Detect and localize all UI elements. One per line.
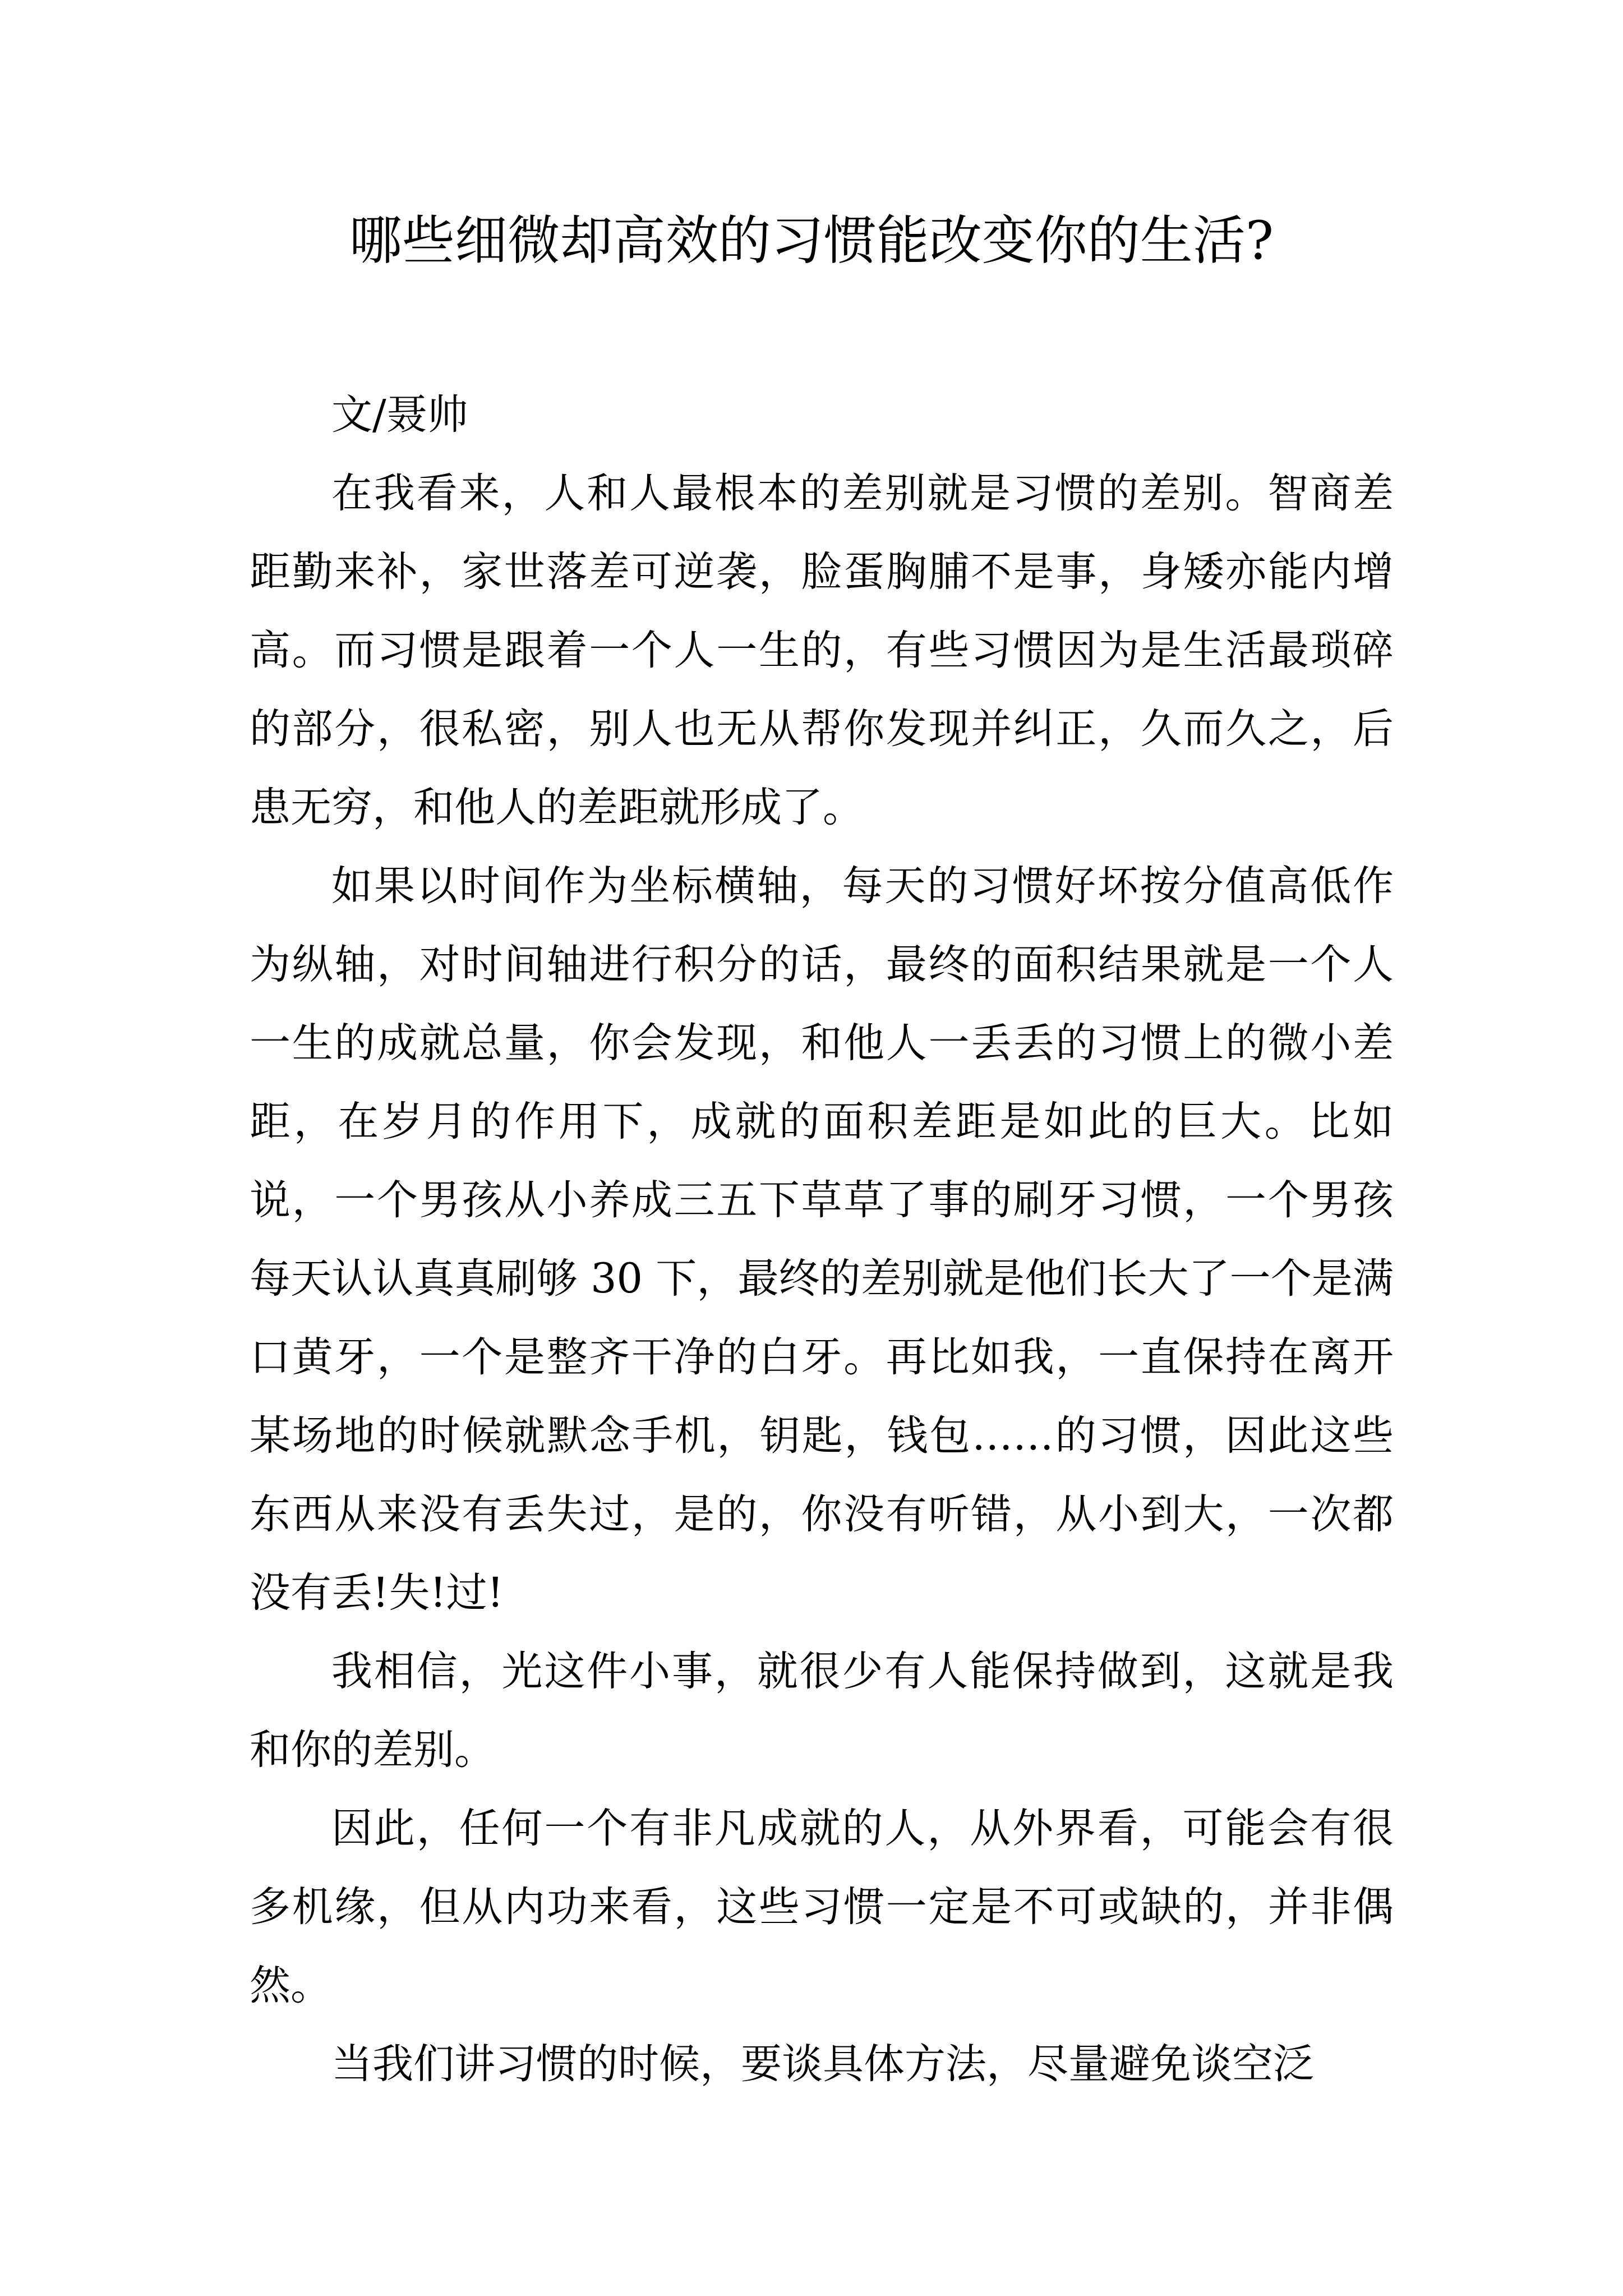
author-line: 文/聂帅	[331, 391, 468, 439]
paragraph-1: 在我看来，人和人最根本的差别就是习惯的差别。智商差距勤来补，家世落差可逆袭，脸蛋胸脯不是事，身矮亦能内增高。而习惯是跟着一个人一生的，有些习惯因为是生活最琐碎的部分，很私密，别人也无从帮你发现并纠正，久而久之，后患无穷，和他人的差距就形成了。	[250, 470, 1394, 831]
paragraph-4: 因此，任何一个有非凡成就的人，从外界看，可能会有很多机缘，但从内功来看，这些习惯一定是不可或缺的，并非偶然。	[250, 1805, 1394, 2009]
document-title: 哪些细微却高效的习惯能改变你的生活?	[349, 210, 1274, 272]
paragraph-2: 如果以时间作为坐标横轴，每天的习惯好坏按分值高低作为纵轴，对时间轴进行积分的话，最终的面积结果就是一个人一生的成就总量，你会发现，和他人一丢丢的习惯上的微小差距，在岁月的作用下，成就的面积差距是如此的巨大。比如说，一个男孩从小养成三五下草草了事的刷牙习惯，一个男孩每天认认真真刷够 30 下，最终的差别就是他们长大了一个是满口黄牙，一个是整齐干净的白牙。再比如我，一直保持在离开某场地的时候就默念手机，钥匙，钱包……的习惯，因此这些东西从来没有丢失过，是的，你没有听错，从小到大，一次都没有丢!失!过!	[250, 862, 1394, 1617]
paragraph-3: 我相信，光这件小事，就很少有人能保持做到，这就是我和你的差别。	[250, 1648, 1394, 1774]
document-body	[250, 376, 1394, 2104]
paragraph-5: 当我们讲习惯的时候，要谈具体方法，尽量避免谈空泛	[331, 2040, 1314, 2088]
